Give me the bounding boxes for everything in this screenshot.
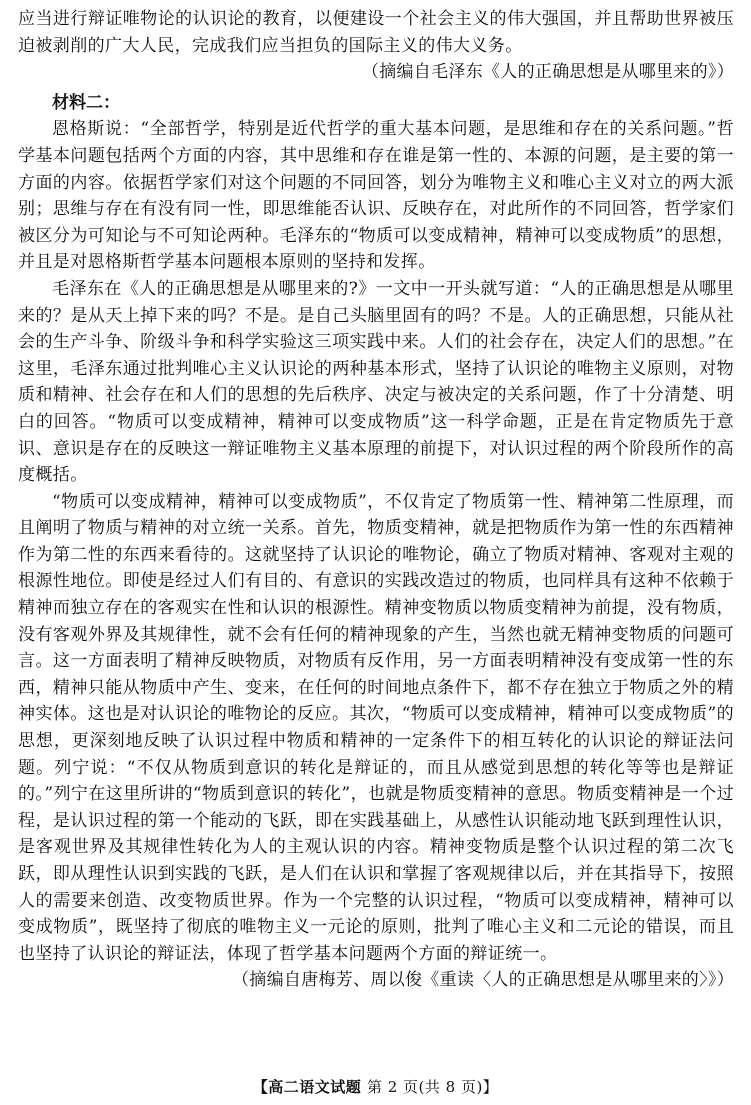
paragraph-matter-spirit: “物质可以变成精神，精神可以变成物质”，不仅肯定了物质第一性、精神第二性原理，而且阐明了物质与精神的对立统一关系。首先，物质变精神，就是把物质作为第一性的东西精神作为第二性的东西来看待的。这就坚持了认识论的唯物论，确立了物质对精神、客观对主观的根源性地位。即使是经过人们有目的、有意识的实践改造过的物质，也同样具有这种不依赖于精神而独立存在的客观实在性和认识的根源性。精神变物质以物质变精神为前提，没有物质，没有客观外界及其规律性，就不会有任何的精神现象的产生，当然也就无精神变物质的问题可言。这一方面表明了精神反映物质，对物质有反作用，另一方面表明精神没有变成第一性的东西，精神只能从物质中产生、变来，在任何的时间地点条件下，都不存在独立于物质之外的精神实体。这也是对认识论的唯物论的反应。其次，“物质可以变成精神，精神可以变成物质”的思想，更深刻地反映了认识过程中物质和精神的一定条件下的相互转化的认识论的辩证法问题。列宁说：“不仅从物质到意识的转化是辩证的，而且从感觉到思想的转化等等也是辩证的。”列宁在这里所讲的“物质到意识的转化”，也就是物质变精神的意思。物质变精神是一个过程，是认识过程的第一个能动的飞跃，即在实践基础上，从感性认识能动地飞跃到理性认识，是客观世界及其规律性转化为人的主观认识的内容。精神变物质是整个认识过程的第二次飞跃，即从理性认识到实践的飞跃，是人们在认识和掌握了客观规律以后，并在其指导下，按照人的需要来创造、改变物质世界。作为一个完整的认识过程，“物质可以变成精神，精神可以变成物质”，既坚持了彻底的唯物主义一元论的原则，批判了唯心主义和二元论的错误，而且也坚持了认识论的辩证法，体现了哲学基本问题两个方面的辩证统一。 [18, 491, 734, 964]
source-citation-2: （摘编自唐梅芳、周以俊《重读〈人的正确思想是从哪里来的〉》） [232, 970, 734, 991]
source-citation-1: （摘编自毛泽东《人的正确思想是从哪里来的》） [361, 62, 734, 83]
material-2-heading: 材料二： [52, 92, 120, 113]
footer-exam-title: 【高二语文试题 [252, 1078, 362, 1096]
paragraph-continued: 应当进行辩证唯物论的认识论的教育，以便建设一个社会主义的伟大强国，并且帮助世界被压迫被剥削的广大人民，完成我们应当担负的国际主义的伟大义务。 [18, 9, 734, 56]
page-footer [0, 1076, 751, 1097]
footer-page-number: 第 2 页(共 8 页)】 [366, 1078, 499, 1096]
document-page [18, 6, 734, 994]
paragraph-engels: 恩格斯说：“全部哲学，特别是近代哲学的重大基本问题，是思维和存在的关系问题。”哲学基本问题包括两个方面的内容，其中思维和存在谁是第一性的、本源的问题，是主要的第一方面的内容。依据哲学家们对这个问题的不同回答，划分为唯物主义和唯心主义对立的两大派别；思维与存在有没有同一性，即思维能否认识、反映存在，对此所作的不同回答，哲学家们被区分为可知论与不可知论两种。毛泽东的“物质可以变成精神，精神可以变成物质”的思想，并且是对恩格斯哲学基本问题根本原则的坚持和发挥。 [18, 119, 734, 273]
paragraph-mao-article: 毛泽东在《人的正确思想是从哪里来的?》一文中一开头就写道：“人的正确思想是从哪里来的？是从天上掉下来的吗？不是。是自己头脑里固有的吗？不是。人的正确思想，只能从社会的生产斗争、阶级斗争和科学实验这三项实践中来。人们的社会存在，决定人们的思想。”在这里，毛泽东通过批判唯心主义认识论的两种基本形式，坚持了认识论的唯物主义原则，对物质和精神、社会存在和人们的思想的先后秩序、决定与被决定的关系问题，作了十分清楚、明白的回答。“物质可以变成精神，精神可以变成物质”这一科学命题，正是在肯定物质先于意识、意识是存在的反映这一辩证唯物主义基本原理的前提下，对认识过程的两个阶段所作的高度概括。 [18, 278, 734, 486]
